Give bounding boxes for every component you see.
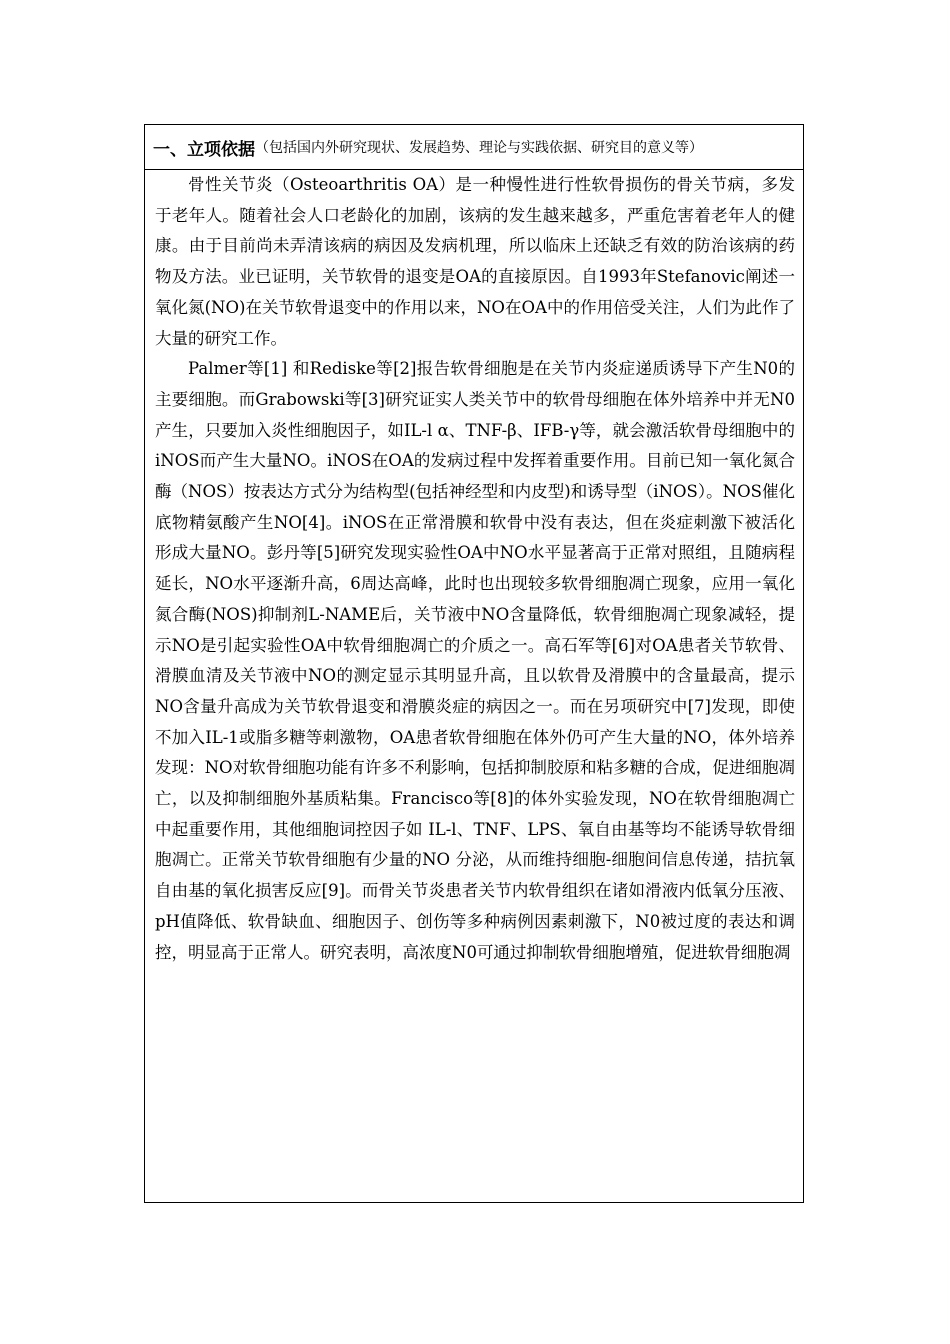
section-note: （包括国内外研究现状、发展趋势、理论与实践依据、研究目的意义等） xyxy=(255,140,703,156)
paragraph-2: Palmer等[1] 和Rediske等[2]报告软骨细胞是在关节内炎症递质诱导下产生N0的主要细胞。而Grabowski等[3]研究证实人类关节中的软骨母细胞在体外培养中并无N0产生，只要加入炎性细胞因子，如IL-l α、TNF-β、IFB-γ等，就会激活软骨母细胞中的iNOS而产生大量NO。iNOS在OA的发病过程中发挥着重要作用。目前已知一氧化氮合酶（NOS）按表达方式分为结构型(包括神经型和内皮型)和诱导型（iNOS）。NOS催化底物精氨酸产生NO[4]。iNOS在正常滑膜和软骨中没有表达，但在炎症刺激下被活化形成大量NO。彭丹等[5]研究发现实验性OA中NO水平显著高于正常对照组，且随病程延长，NO水平逐渐升高，6周达高峰，此时也出现较多软骨细胞凋亡现象，应用一氧化氮合酶(NOS)抑制剂L-NAME后，关节液中NO含量降低，软骨细胞凋亡现象减轻，提示NO是引起实验性OA中软骨细胞凋亡的介质之一。高石军等[6]对OA患者关节软骨、滑膜血清及关节液中NO的测定显示其明显升高，且以软骨及滑膜中的含量最高，提示NO含量升高成为关节软骨退变和滑膜炎症的病因之一。而在另项研究中[7]发现，即使不加入IL-1或脂多糖等刺激物，OA患者软骨细胞在体外仍可产生大量的NO，体外培养发现：NO对软骨细胞功能有许多不利影响，包括抑制胶原和粘多糖的合成，促进细胞凋亡，以及抑制细胞外基质粘集。Francisco等[8]的体外实验发现，NO在软骨细胞凋亡中起重要作用，其他细胞词控因子如 IL-l、TNF、LPS、氧自由基等均不能诱导软骨细胞凋亡。正常关节软骨细胞有少量的NO 分泌，从而维持细胞-细胞间信息传递，拮抗氧自由基的氧化损害反应[9]。而骨关节炎患者关节内软骨组织在诸如滑液内低氧分压液、pH值降低、软骨缺血、细胞因子、创伤等多种病例因素刺激下，N0被过度的表达和调控，明显高于正常人。研究表明，高浓度N0可通过抑制软骨细胞增殖，促进软骨细胞凋 xyxy=(155,359,795,962)
section-header xyxy=(145,125,803,170)
section-title: 一、立项依据 xyxy=(153,139,255,160)
form-table xyxy=(144,124,804,1203)
paragraph-1: 骨性关节炎（Osteoarthritis OA）是一种慢性进行性软骨损伤的骨关节病，多发于老年人。随着社会人口老龄化的加剧，该病的发生越来越多，严重危害着老年人的健康。由于目前尚未弄清该病的病因及发病机理，所以临床上还缺乏有效的防治该病的药物及方法。业已证明，关节软骨的退变是OA的直接原因。自1993年Stefanovic阐述一氧化氮(NO)在关节软骨退变中的作用以来，NO在OA中的作用倍受关注，人们为此作了大量的研究工作。 xyxy=(155,175,795,348)
section-body xyxy=(145,170,803,968)
